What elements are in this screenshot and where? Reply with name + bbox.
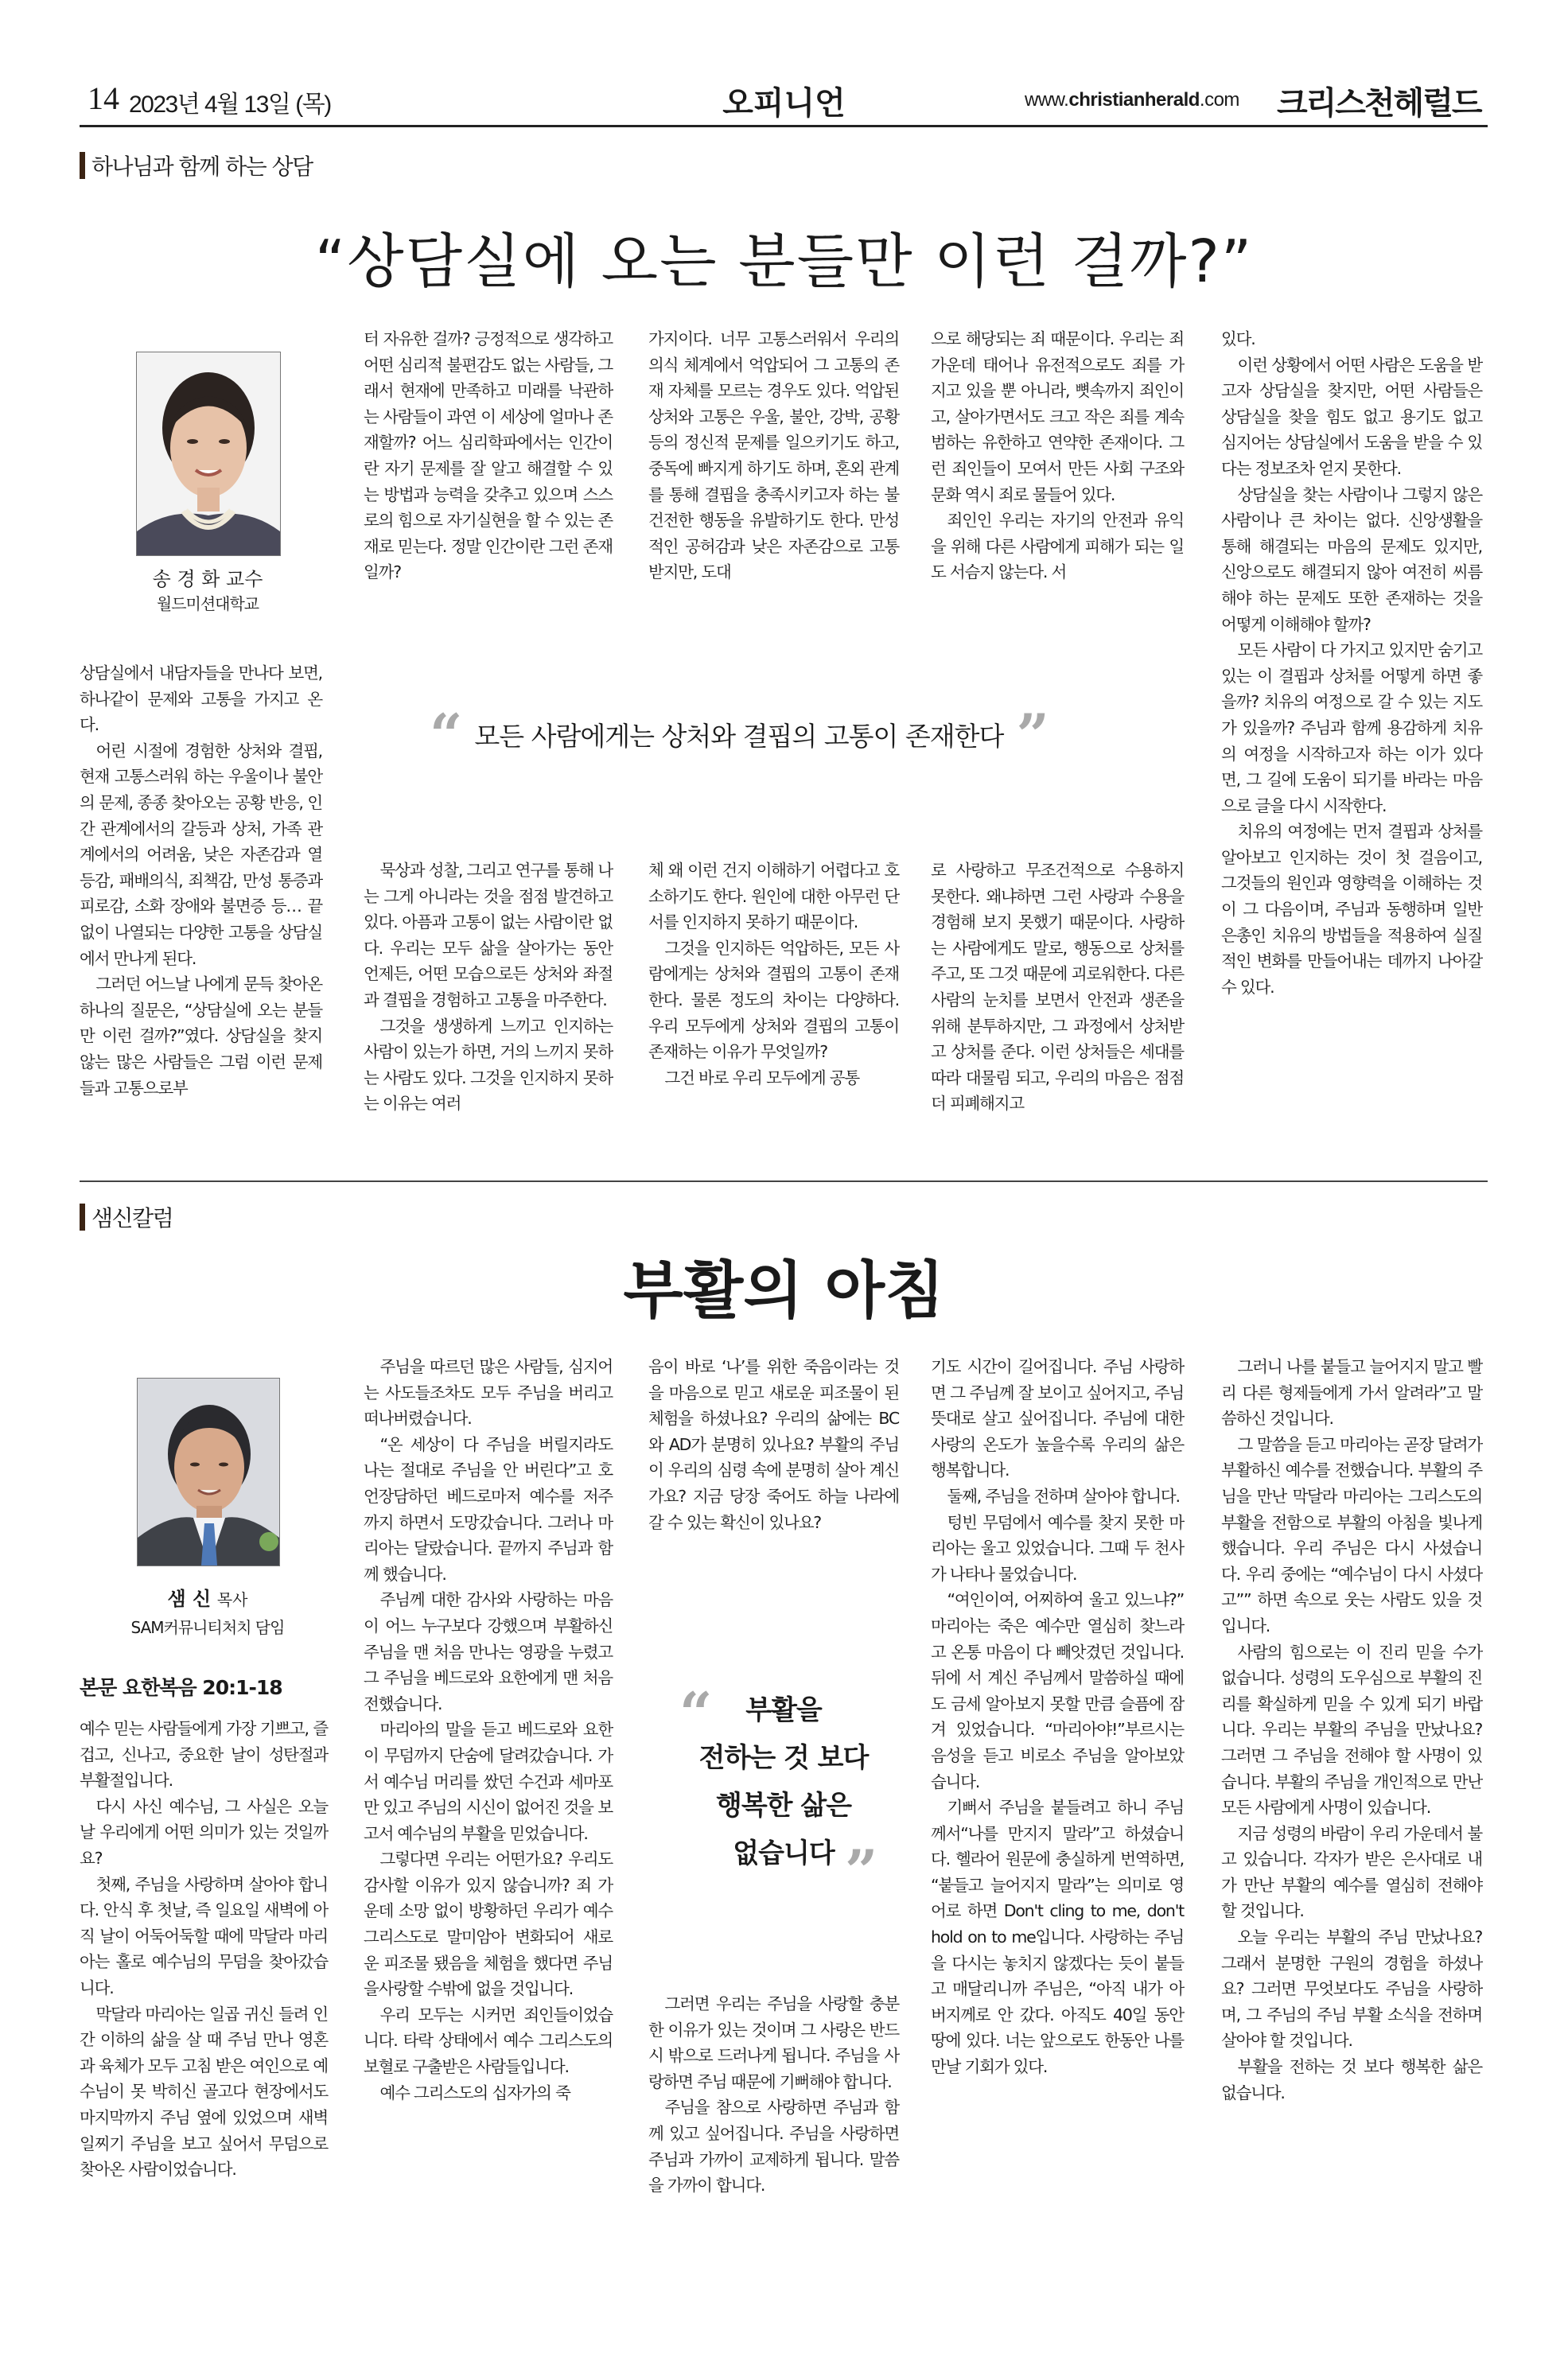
article2-column-4 [931,1354,1184,2080]
author-affiliation: SAM커뮤니티처치 담임 [130,1618,285,1637]
paragraph: “온 세상이 다 주님을 버릴지라도 나는 절대로 주님을 안 버린다”고 호언장담하던 베드로마저 예수를 저주까지 하면서 도망갔습니다. 그러나 마리아는 달랐습니다. 끝까지 주님과 함께 했습니다. [364,1434,613,1584]
article1-column-2-top [364,326,613,585]
article1-column-1 [80,660,322,1101]
paragraph: 부활을 전하는 것 보다 행복한 삶은 없습니다. [1221,2057,1482,2102]
pull-quote-text: 모든 사람에게는 상처와 결핍의 고통이 존재한다 [474,721,1004,752]
paragraph: 그 말씀을 듣고 마리아는 곧장 달려가 부활하신 예수를 전했습니다. 부활의 주님을 만난 막달라 마리아는 그리스도의 부활을 전함으로 부활의 아침을 빛나게 했습니다. 우리 주님은 다시 사셨습니다. 우리 중에는 “예수님이 다시 사셨다고”” 하면 속으로 웃는 사람도 있을 것입니다. [1221,1434,1482,1636]
paragraph: “여인이여, 어찌하여 울고 있느냐?” 마리아는 죽은 예수만 열심히 찾느라고 온통 마음이 다 빼앗겼던 것입니다. 뒤에 서 계신 주님께서 말씀하실 때에도 금세 알아보지 못할 만큼 슬픔에 잠겨 있었습니다. “마리아야!”부르시는 음성을 듣고 비로소 주님을 알아보았습니다. [931,1590,1184,1791]
author-title: 목사 [216,1590,248,1609]
kicker-bar [80,1204,85,1231]
article2-column-3-top [648,1354,899,1535]
paragraph: 그것을 인지하든 억압하든, 모든 사람에게는 상처와 결핍의 고통이 존재한다. 물론 정도의 차이는 다양하다. 우리 모두에게 상처와 결핍의 고통이 존재하는 이유가 무엇일까? [648,938,899,1062]
paragraph: 상담실을 찾는 사람이나 그렇지 않은 사람이나 큰 차이는 없다. 신앙생활을 통해 해결되는 마음의 문제도 있지만, 신앙으로도 해결되지 않아 여전히 씨름해야 하는 문제도 또한 존재하는 것을 어떻게 이해해야 할까? [1221,484,1482,634]
paragraph: 상담실에서 내담자들을 만나다 보면, 하나같이 문제와 고통을 가지고 온다. [80,663,322,735]
issue-date: 2023년 4월 13일 (목) [129,91,331,118]
article2-column-1 [80,1716,328,2183]
paragraph: 기뻐서 주님을 붙들려고 하니 주님께서“나를 만지지 말라”고 하셨습니다. 헬라어 원문에 충실하게 번역하면, “붙들고 늘어지지 말라”는 의미로 영어로 하면 Don't cling to me, don't hold on to me입니다. 사랑하는 주님을 다시는 놓치지 않겠다는 듯이 붙들고 매달리니까 주님은, “아직 내가 아버지께로 안 갔다. 아직도 40일 동안 땅에 있다. 너는 앞으로도 한동안 나를 만날 기회가 있다. [931,1798,1184,2077]
paragraph: 주님을 참으로 사랑하면 주님과 함께 있고 싶어집니다. 주님을 사랑하면 주님과 가까이 교제하게 됩니다. 말씀을 가까이 합니다. [648,2098,899,2196]
author-affiliation: 월드미션대학교 [156,594,259,613]
page-number: 14 [88,80,119,116]
author-byline [88,1583,327,1611]
paragraph: 그렇다면 우리는 어떤가요? 우리도 감사할 이유가 있지 않습니까? 죄 가운데 소망 없이 방황하던 우리가 예수 그리스도로 말미암아 변화되어 새로운 피조물 됐음을 체험을 했다면 주님을사랑할 수밖에 없을 것입니다. [364,1849,613,1999]
kicker-bar [80,152,85,179]
article1-column-4-top [931,326,1184,585]
article2-kicker [80,1201,173,1233]
paragraph: 그러면 우리는 주님을 사랑할 충분한 이유가 있는 것이며 그 사랑은 반드시 밖으로 드러나게 됩니다. 주님을 사랑하면 주님 때문에 기뻐해야 합니다. [648,1994,899,2091]
open-quote-icon: “ [679,1679,713,1747]
paragraph: 주님께 대한 감사와 사랑하는 마음이 어느 누구보다 강했으며 부활하신 주님을 맨 처음 만나는 영광을 누렸고 그 주님을 베드로와 요한에게 맨 처음 전했습니다. [364,1590,613,1713]
paragraph: 그건 바로 우리 모두에게 공통 [664,1068,860,1087]
article1-pull-quote [430,700,1177,768]
paragraph: 사람의 힘으로는 이 진리 믿을 수가 없습니다. 성령의 도우심으로 부활의 진리를 확실하게 믿을 수 있게 되기 바랍니다. 우리는 부활의 주님을 만났나요? 그러면 그 주님을 전해야 할 사명이 있습니다. 부활의 주님을 개인적으로 만난 모든 사람에게 사명이 있습니다. [1221,1642,1482,1818]
paragraph: 예수 그리스도의 십자가의 죽 [379,2083,570,2102]
paragraph: 주님을 따르던 많은 사람들, 심지어는 사도들조차도 모두 주님을 버리고 떠나버렸습니다. [364,1357,613,1429]
author-photo [136,352,281,556]
article2-headline: 부활의 아침 [623,1255,945,1327]
pull-quote-line: 전하는 것 보다 [698,1742,869,1774]
close-quote-icon: ” [1016,700,1049,768]
url-suffix: .com [1199,89,1239,111]
article1-headline: “상담실에 오는 분들만 이런 걸까?” [314,228,1254,296]
paragraph: 어린 시절에 경험한 상처와 결핍, 현재 고통스러워 하는 우울이나 불안의 문제, 종종 찾아오는 공황 반응, 인간 관계에서의 갈등과 상처, 가족 관계에서의 어려움, 낮은 자존감과 열등감, 패배의식, 죄책감, 만성 통증과 피로감, 소화 장애와 불면증 등… 끝없이 나열되는 다양한 고통을 상담실에서 만나게 된다. [80,741,322,968]
portrait-man-image [138,1379,279,1565]
paragraph: 예수 믿는 사람들에게 가장 기쁘고, 즐겁고, 신나고, 중요한 날이 성탄절과 부활절입니다. [80,1719,328,1791]
paragraph: 기도 시간이 길어집니다. 주님 사랑하면 그 주님께 잘 보이고 싶어지고, 주님 뜻대로 살고 싶어집니다. 주님에 대한 사랑의 온도가 높을수록 우리의 삶은 행복합니다. [931,1357,1184,1480]
article1-column-4-bottom [931,858,1184,1117]
scripture-reference: 본문 요한복음 20:1-18 [80,1676,282,1699]
article2-column-2 [364,1354,613,2106]
paragraph: 치유의 여정에는 먼저 결핍과 상처를 알아보고 인지하는 것이 첫 걸음이고, 그것들의 원인과 영향력을 이해하는 것이 그 다음이며, 주님과 동행하며 일반 은총인 치유의 방법들을 적용하여 실질적인 변화를 만들어내는 데까지 나아갈 수 있다. [1221,822,1482,997]
paragraph: 가지이다. 너무 고통스러워서 우리의 의식 체계에서 억압되어 그 고통의 존재 자체를 모르는 경우도 있다. 억압된 상처와 고통은 우울, 불안, 강박, 공황 등의 정신적 문제를 일으키기도 하고, 중독에 빠지게 하기도 하며, 혼외 관계를 통해 결핍을 충족시키고자 하는 불건전한 행동을 유발하기도 한다. 만성적인 공허감과 낮은 자존감으로 고통받지만, 도대 [648,329,899,582]
author-name: 송 경 화 교수 [152,568,263,590]
author-name: 샘 신 [167,1588,212,1610]
kicker-label: 샘신칼럼 [91,1205,173,1231]
url-prefix: www. [1025,89,1069,111]
kicker-label: 하나님과 함께 하는 상담 [91,154,313,180]
article1-column-2-bottom [364,858,613,1117]
pull-quote-line: 부활을 [745,1694,822,1726]
paragraph: 마리아의 말을 듣고 베드로와 요한이 무덤까지 단숨에 달려갔습니다. 가서 예수님 머리를 쌌던 수건과 세마포만 있고 주님의 시신이 없어진 것을 보고서 예수님의 부활을 믿었습니다. [364,1720,613,1843]
author-photo [137,1378,280,1566]
paragraph: 텅빈 무덤에서 예수를 찾지 못한 마리아는 울고 있었습니다. 그때 두 천사가 나타나 물었습니다. [931,1512,1184,1584]
site-url[interactable] [1025,89,1239,111]
paragraph: 우리 모두는 시커먼 죄인들이었습니다. 타락 상태에서 예수 그리스도의 보혈로 구출받은 사람들입니다. [364,2005,613,2077]
article2-column-3-bottom [648,1991,899,2199]
paragraph: 오늘 우리는 부활의 주님 만났나요? 그래서 분명한 구원의 경험을 하셨나요? 그러면 무엇보다도 주님을 사랑하며, 그 주님의 주님 부활 소식을 전하며 살아야 할 것입니다. [1221,1927,1482,2051]
section-title: 오피니언 [722,85,846,122]
article2-column-5 [1221,1354,1482,2106]
masthead-rule [80,125,1488,127]
article1-column-3-bottom [648,858,899,1091]
paragraph: 그러던 어느날 나에게 문득 찾아온 하나의 질문은, “상담실에 오는 분들만 이런 걸까?”였다. 상담실을 찾지 않는 많은 사람들은 그럼 이런 문제들과 고통으로부 [80,974,322,1098]
paragraph: 묵상과 성찰, 그리고 연구를 통해 나는 그게 아니라는 것을 점점 발견하고 있다. 아픔과 고통이 없는 사람이란 없다. 우리는 모두 삶을 살아가는 동안 언제든, 어떤 모습으로든 상처와 좌절과 결핍을 경험하고 고통을 마주한다. [364,861,613,1009]
article2-pull-quote [668,1679,899,1909]
brand-logo: 크리스천헤럴드 [1277,85,1481,122]
paragraph: 모든 사람이 다 가지고 있지만 숨기고 있는 이 결핍과 상처를 어떻게 하면 좋을까? 치유의 여정으로 갈 수 있는 지도가 있을까? 주님과 함께 용감하게 치유의 여정을 시작하고자 하는 이가 있다면, 그 길에 도움이 되기를 바라는 마음으로 글을 다시 시작한다. [1221,640,1482,815]
paragraph: 터 자유한 걸까? 긍정적으로 생각하고 어떤 심리적 불편감도 없는 사람들, 그래서 현재에 만족하고 미래를 낙관하는 사람들이 과연 이 세상에 얼마나 존재할까? 어느 심리학파에서는 인간이란 자기 문제를 잘 알고 해결할 수 있는 방법과 능력을 갖추고 있으며 스스로의 힘으로 자기실현을 할 수 있는 존재로 믿는다. 정말 인간이란 그런 존재일까? [364,329,613,582]
paragraph: 지금 성령의 바람이 우리 가운데서 불고 있습니다. 각자가 받은 은사대로 내가 만난 부활의 예수를 열심히 전해야 할 것입니다. [1221,1823,1482,1921]
paragraph: 그러니 나를 붙들고 늘어지지 말고 빨리 다른 형제들에게 가서 알려라”고 말씀하신 것입니다. [1221,1357,1482,1429]
article-divider [80,1180,1488,1182]
paragraph: 둘째, 주님을 전하며 살아야 합니다. [947,1486,1180,1506]
article1-column-3-top [648,326,899,585]
paragraph: 다시 사신 예수님, 그 사실은 오늘날 우리에게 어떤 의미가 있는 것일까요? [80,1796,328,1868]
article1-kicker [80,150,313,181]
paragraph: 그것을 생생하게 느끼고 인지하는 사람이 있는가 하면, 거의 느끼지 못하는 사람도 있다. 그것을 인지하지 못하는 이유는 여러 [364,1016,613,1114]
paragraph: 체 왜 이런 건지 이해하기 어렵다고 호소하기도 한다. 원인에 대한 아무런 단서를 인지하지 못하기 때문이다. [648,861,899,932]
pull-quote-line: 없습니다 [733,1838,835,1869]
url-domain: christianherald [1068,89,1200,111]
paragraph: 막달라 마리아는 일곱 귀신 들려 인간 이하의 삶을 살 때 주님 만나 영혼과 육체가 모두 고침 받은 여인으로 예수님이 못 박히신 골고다 현장에서도 마지막까지 주님 옆에 있었으며 새벽 일찌기 주님을 보고 싶어서 무덤으로 찾아온 사람이었습니다. [80,2004,328,2180]
paragraph: 으로 해당되는 죄 때문이다. 우리는 죄 가운데 태어나 유전적으로도 죄를 가지고 있을 뿐 아니라, 뼛속까지 죄인이고, 살아가면서도 크고 작은 죄를 계속 범하는 유한하고 연약한 존재이다. 그런 죄인들이 모여서 만든 사회 구조와 문화 역시 죄로 물들어 있다. [931,329,1184,504]
paragraph: 첫째, 주님을 사랑하며 살아야 합니다. 안식 후 첫날, 즉 일요일 새벽에 아직 날이 어둑어둑할 때에 막달라 마리아는 홀로 예수님의 무덤을 찾아갔습니다. [80,1874,328,1997]
pull-quote-line: 행복한 삶은 [715,1790,852,1822]
paragraph: 있다. [1221,329,1255,348]
portrait-woman-image [137,352,280,555]
paragraph: 이런 상황에서 어떤 사람은 도움을 받고자 상담실을 찾지만, 어떤 사람들은 상담실을 찾을 힘도 없고 용기도 없고 심지어는 상담실에서 도움을 받을 수 있다는 정보조차 얻지 못한다. [1221,355,1482,478]
paragraph: 음이 바로 ‘나’를 위한 죽음이라는 것을 마음으로 믿고 새로운 피조물이 된 체험을 하셨나요? 우리의 삶에는 BC와 AD가 분명히 있나요? 부활의 주님이 우리의 심령 속에 분명히 살아 계신가요? 지금 당장 죽어도 하늘 나라에 갈 수 있는 확신이 있나요? [648,1357,899,1532]
paragraph: 로 사랑하고 무조건적으로 수용하지 못한다. 왜냐하면 그런 사랑과 수용을 경험해 보지 못했기 때문이다. 사랑하는 사람에게도 말로, 행동으로 상처를 주고, 또 그것 때문에 괴로워한다. 다른 사람의 눈치를 보면서 안전과 생존을 위해 분투하지만, 그 과정에서 상처받고 상처를 준다. 이런 상처들은 세대를 따라 대물림 되고, 우리의 마음은 점점 더 피폐해지고 [931,861,1184,1114]
close-quote-icon: ” [845,1837,878,1904]
paragraph: 죄인인 우리는 자기의 안전과 유익을 위해 다른 사람에게 피해가 되는 일도 서슴지 않는다. 서 [931,511,1184,582]
article1-column-5 [1221,326,1482,1000]
open-quote-icon: “ [430,700,462,768]
